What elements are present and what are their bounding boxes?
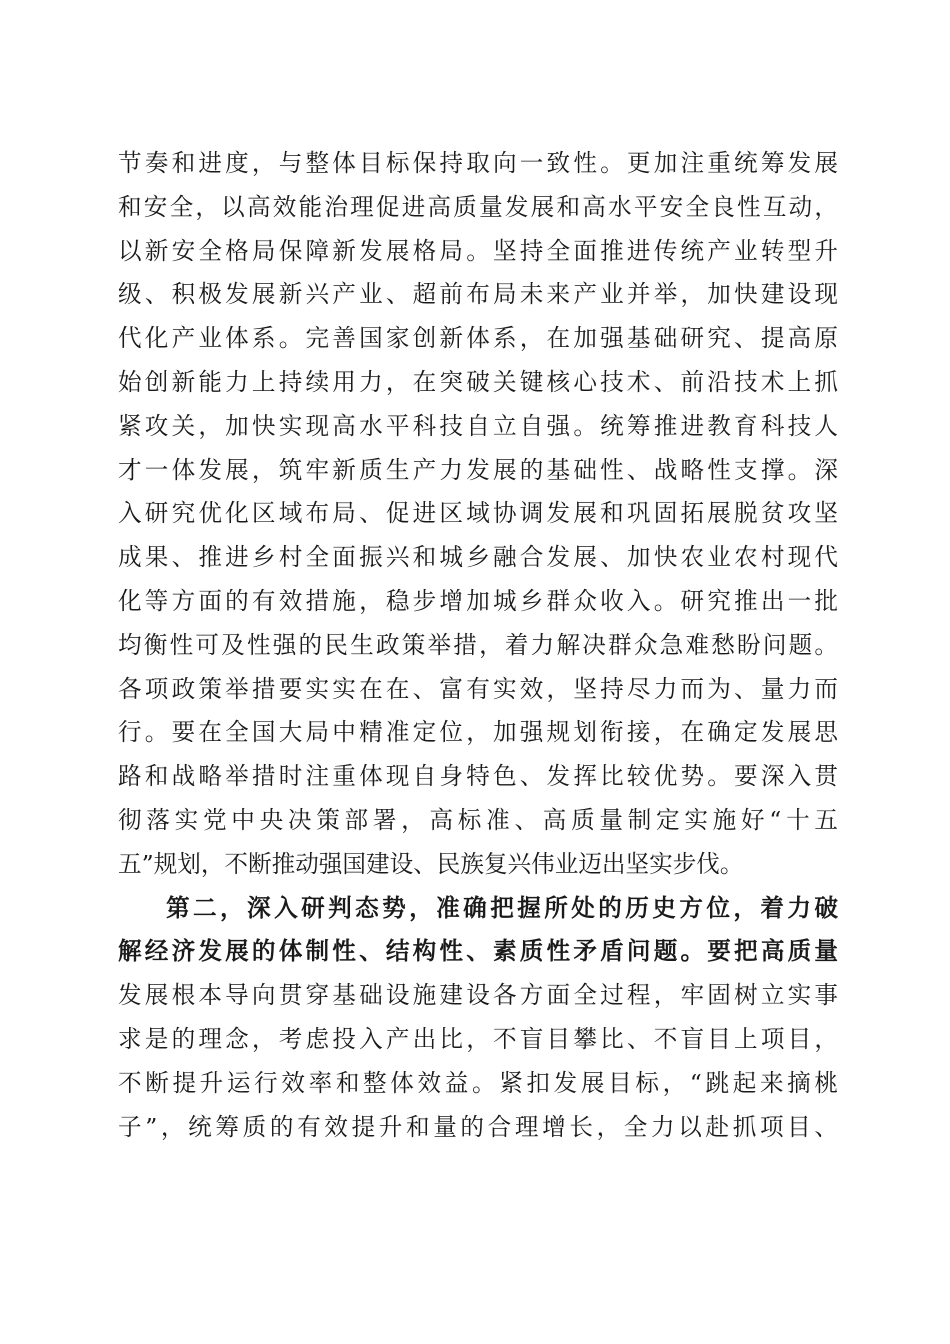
text-line: 不断提升运行效率和整体效益。紧扣发展目标，“跳起来摘桃 — [118, 1068, 838, 1097]
text-line: 代化产业体系。完善国家创新体系，在加强基础研究、提高原 — [118, 324, 838, 353]
text-line: 行。要在全国大局中精准定位，加强规划衔接，在确定发展思 — [118, 718, 838, 747]
body-text — [118, 142, 838, 1149]
text-line: 路和战略举措时注重体现自身特色、发挥比较优势。要深入贯 — [118, 762, 838, 791]
text-line: 入研究优化区域布局、促进区域协调发展和巩固拓展脱贫攻坚 — [118, 499, 838, 528]
text-line: 节奏和进度，与整体目标保持取向一致性。更加注重统筹发展 — [118, 149, 838, 177]
text-line: 紧攻关，加快实现高水平科技自立自强。统筹推进教育科技人 — [118, 411, 838, 440]
text-line: 五”规划，不断推动强国建设、民族复兴伟业迈出坚实步伐。 — [118, 849, 744, 878]
text-line: 成果、推进乡村全面振兴和城乡融合发展、加快农业农村现代 — [118, 543, 838, 572]
section-heading-line: 解经济发展的体制性、结构性、素质性矛盾问题。要把高质量 — [118, 937, 838, 966]
text-line: 发展根本导向贯穿基础设施建设各方面全过程，牢固树立实事 — [118, 981, 838, 1010]
text-line: 和安全，以高效能治理促进高质量发展和高水平安全良性互动， — [118, 192, 838, 221]
text-line: 求是的理念，考虑投入产出比，不盲目攀比、不盲目上项目， — [118, 1024, 838, 1053]
text-line: 始创新能力上持续用力，在突破关键核心技术、前沿技术上抓 — [118, 367, 838, 396]
text-line: 子”，统筹质的有效提升和量的合理增长，全力以赴抓项目、 — [118, 1112, 838, 1141]
text-line: 彻落实党中央决策部署，高标准、高质量制定实施好“十五 — [118, 805, 838, 834]
text-line: 才一体发展，筑牢新质生产力发展的基础性、战略性支撑。深 — [118, 455, 838, 484]
section-heading-line: 第二，深入研判态势，准确把握所处的历史方位，着力破 — [166, 893, 838, 922]
text-line: 化等方面的有效措施，稳步增加城乡群众收入。研究推出一批 — [118, 586, 838, 615]
text-line: 级、积极发展新兴产业、超前布局未来产业并举，加快建设现 — [118, 280, 838, 309]
text-line: 以新安全格局保障新发展格局。坚持全面推进传统产业转型升 — [118, 236, 838, 265]
text-line: 均衡性可及性强的民生政策举措，着力解决群众急难愁盼问题。 — [118, 630, 838, 659]
text-line: 各项政策举措要实实在在、富有实效，坚持尽力而为、量力而 — [118, 674, 838, 703]
